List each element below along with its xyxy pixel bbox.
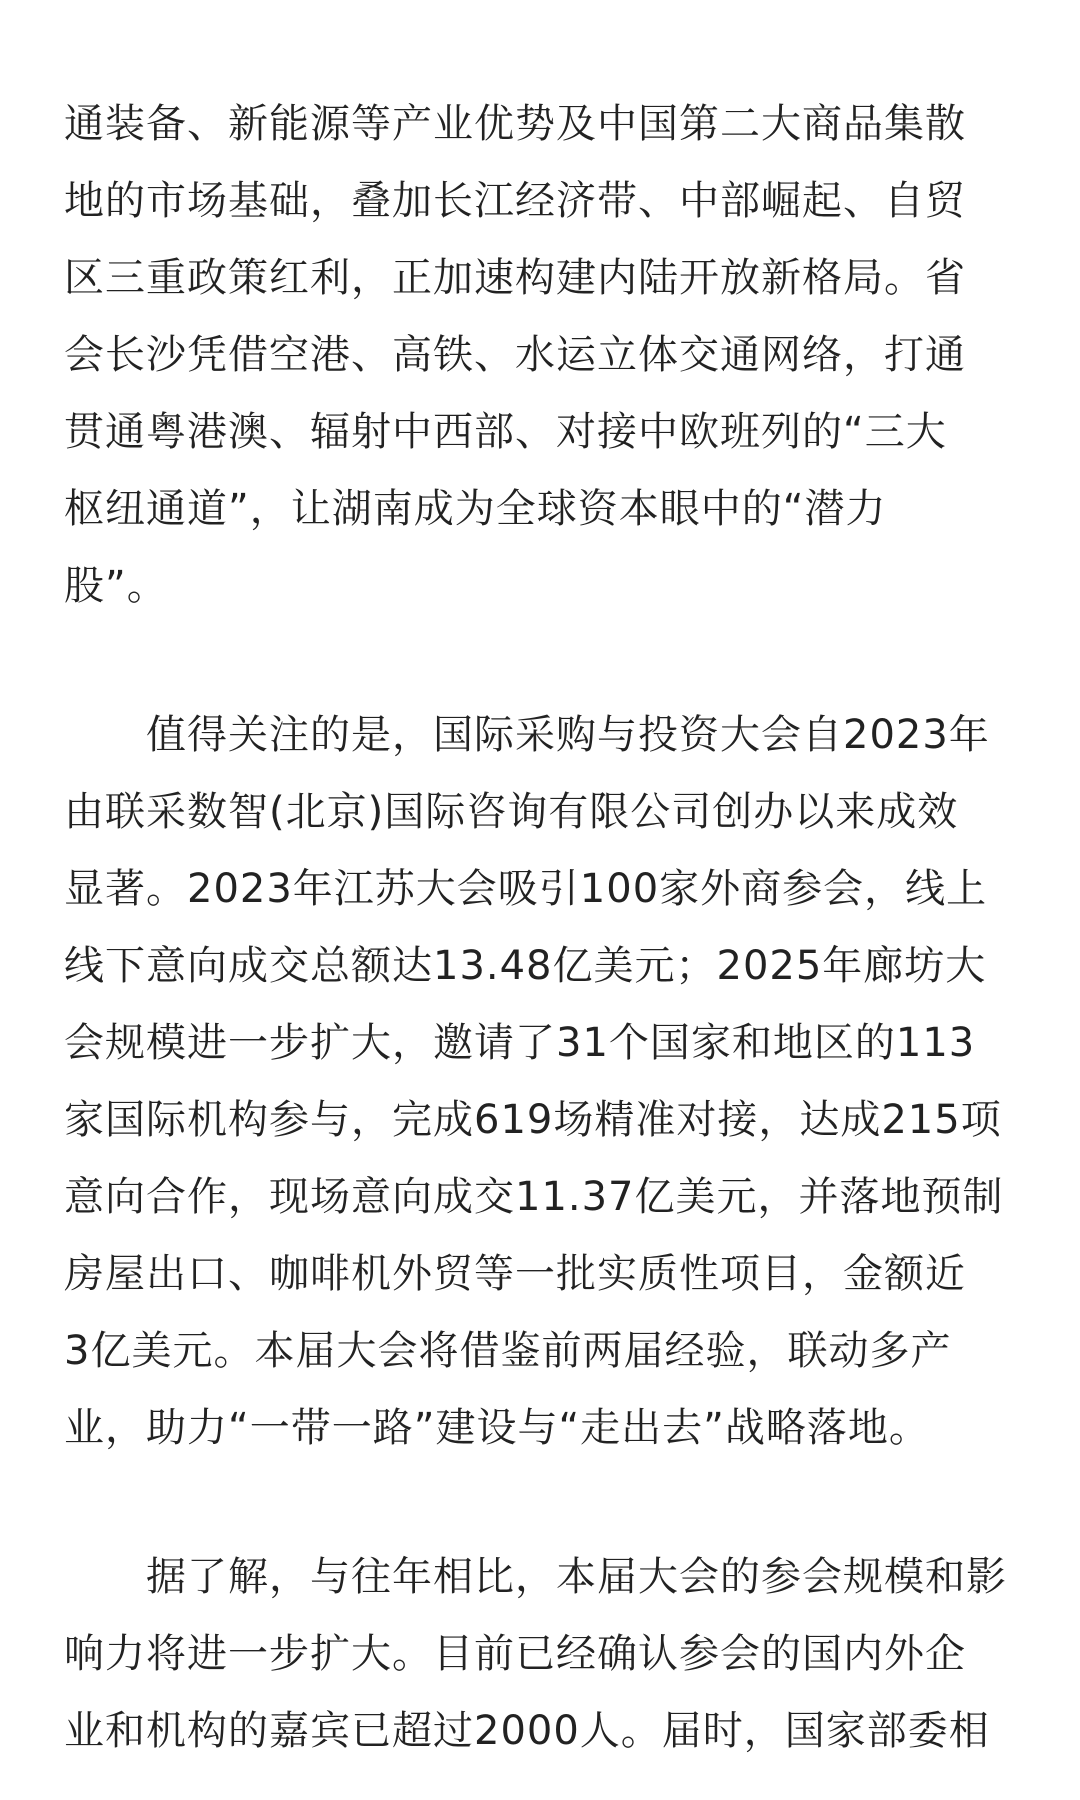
text-line: 显著。2023年江苏大会吸引100家外商参会，线上 (64, 866, 988, 912)
text-line: 线下意向成交总额达13.48亿美元；2025年廊坊大 (64, 943, 987, 989)
text-line: 枢纽通道”，让湖南成为全球资本眼中的“潜力 (64, 486, 887, 532)
text-line: 响力将进一步扩大。目前已经确认参会的国内外企 (64, 1631, 966, 1677)
text-line: 贯通粤港澳、辐射中西部、对接中欧班列的“三大 (64, 409, 947, 455)
paragraph-spacer (64, 625, 1024, 697)
article-body (64, 86, 1024, 1770)
text-line: 地的市场基础，叠加长江经济带、中部崛起、自贸 (64, 178, 966, 224)
paragraph-spacer (64, 1467, 1024, 1539)
text-line: 业和机构的嘉宾已超过2000人。届时，国家部委相 (64, 1708, 990, 1754)
text-line: 房屋出口、咖啡机外贸等一批实质性项目，金额近 (64, 1251, 966, 1297)
paragraph-2 (64, 697, 1024, 1467)
text-line: 意向合作，现场意向成交11.37亿美元，并落地预制 (64, 1174, 1004, 1220)
text-line: 据了解，与往年相比，本届大会的参会规模和影 (64, 1554, 1007, 1600)
text-line: 由联采数智(北京)国际咨询有限公司创办以来成效 (64, 789, 959, 835)
paragraph-3 (64, 1539, 1024, 1770)
text-line: 3亿美元。本届大会将借鉴前两届经验，联动多产 (64, 1328, 952, 1374)
text-line: 通装备、新能源等产业优势及中国第二大商品集散 (64, 101, 966, 147)
text-line: 会长沙凭借空港、高铁、水运立体交通网络，打通 (64, 332, 966, 378)
text-line: 值得关注的是，国际采购与投资大会自2023年 (64, 712, 990, 758)
text-line: 业，助力“一带一路”建设与“走出去”战略落地。 (64, 1405, 930, 1451)
text-line: 家国际机构参与，完成619场精准对接，达成215项 (64, 1097, 1002, 1143)
text-line: 会规模进一步扩大，邀请了31个国家和地区的113 (64, 1020, 976, 1066)
text-line: 股”。 (64, 563, 168, 609)
paragraph-1 (64, 86, 1024, 625)
text-line: 区三重政策红利，正加速构建内陆开放新格局。省 (64, 255, 966, 301)
